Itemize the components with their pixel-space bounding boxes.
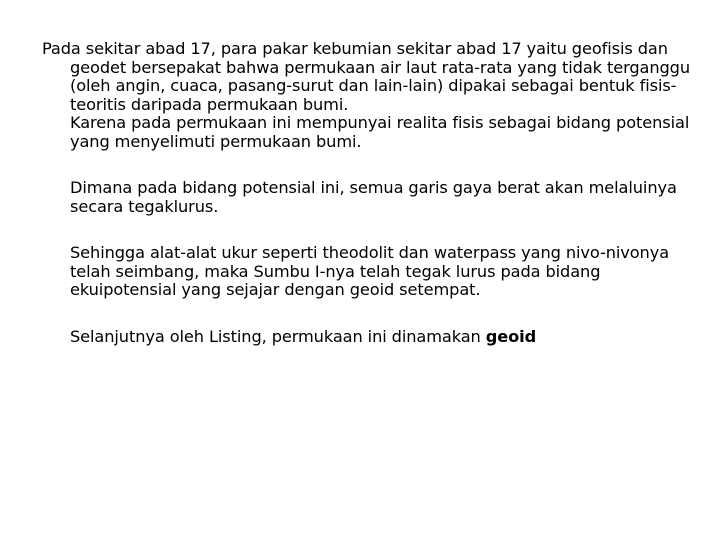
paragraph-1-text: Pada sekitar abad 17, para pakar kebumian sekitar abad 17 yaitu geofisis dan geodet bersepakat bahwa permukaan air laut rata-rata yang tidak terganggu (oleh angin, cuaca, pasang-surut dan lain-lain) dipakai sebagai bentuk fisis-teoritis daripada permukaan bumi.: [42, 39, 691, 114]
paragraph-4-text: Sehingga alat-alat ukur seperti theodolit dan waterpass yang nivo-nivonya telah seimbang, maka Sumbu I-nya telah tegak lurus pada bidang ekuipotensial yang sejajar dengan geoid setempat.: [70, 243, 670, 299]
paragraph-5: [42, 328, 692, 347]
paragraph-5-text: Selanjutnya oleh Listing, permukaan ini dinamakan: [70, 326, 486, 346]
paragraph-1: [42, 40, 692, 114]
geoid-term: geoid: [485, 326, 537, 346]
slide-body: [42, 40, 692, 346]
paragraph-3: [42, 179, 692, 216]
paragraph-2-text: Karena pada permukaan ini mempunyai realita fisis sebagai bidang potensial yang menyelimuti permukaan bumi.: [70, 113, 690, 151]
paragraph-2: [42, 114, 692, 151]
paragraph-3-text: Dimana pada bidang potensial ini, semua garis gaya berat akan melaluinya secara tegaklurus.: [70, 178, 677, 216]
paragraph-4: [42, 244, 692, 300]
